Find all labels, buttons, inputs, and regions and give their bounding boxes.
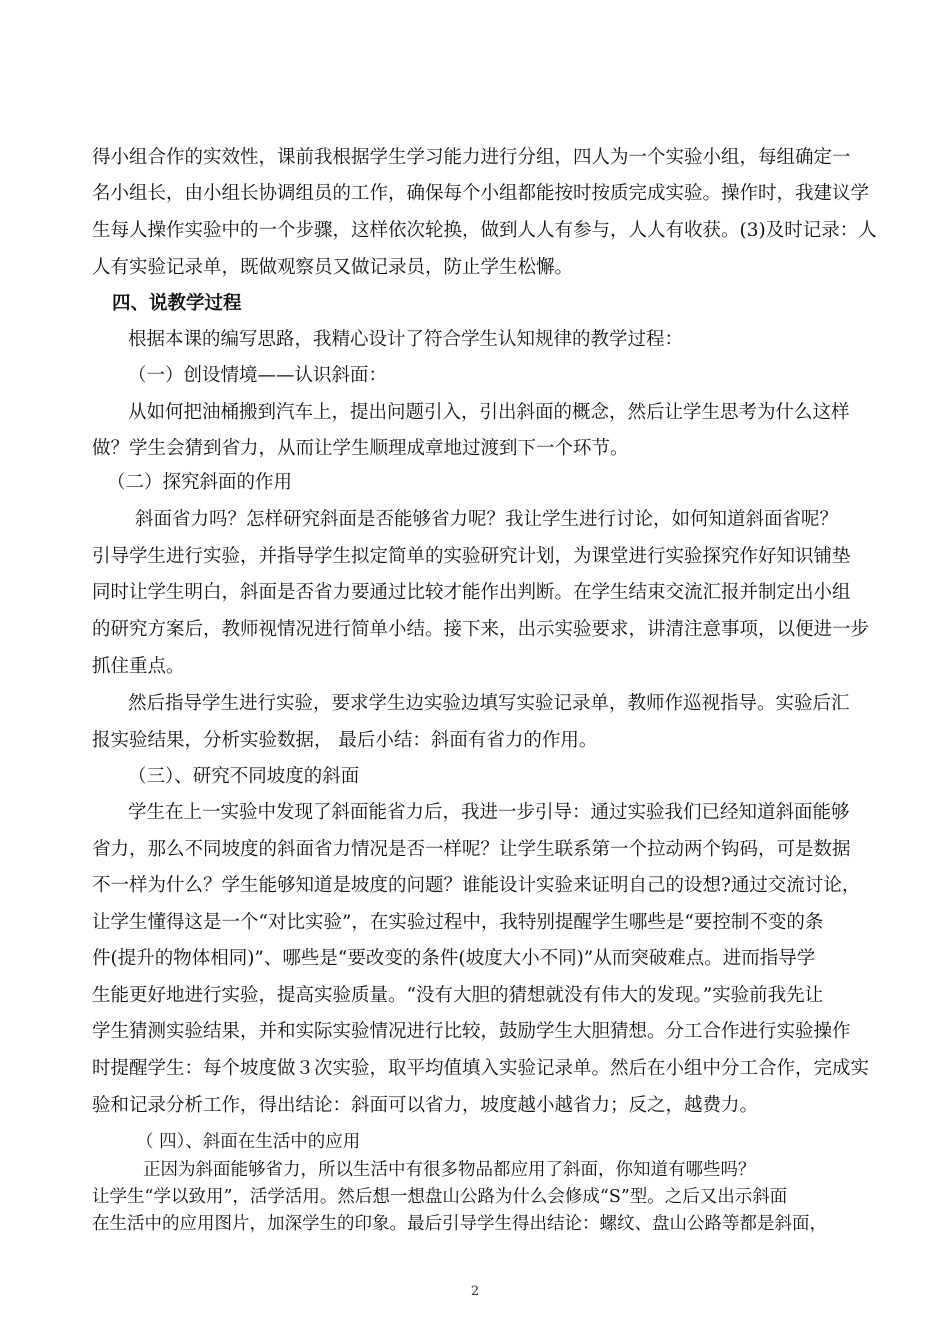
paragraph-line: 报实验结果，分析实验数据， 最后小结：斜面有省力的作用。 — [92, 730, 598, 751]
subsection-heading: （一）创设情境——认识斜面： — [128, 365, 388, 386]
paragraph-line: 做？学生会猜到省力，从而让学生顺理成章地过渡到下一个环节。 — [92, 438, 629, 459]
paragraph-line: 名小组长，由小组长协调组员的工作，确保每个小组都能按时按质完成实验。操作时，我建议学 — [92, 183, 870, 204]
paragraph-line: 同时让学生明白，斜面是否省力要通过比较才能作出判断。在学生结束交流汇报并制定出小组 — [92, 582, 851, 603]
paragraph-line: 在生活中的应用图片，加深学生的印象。最后引导学生得出结论：螺纹、盘山公路等都是斜面， — [92, 1214, 827, 1234]
paragraph-line: 学生猜测实验结果，并和实际实验情况进行比较，鼓励学生大胆猜想。分工合作进行实验操作 — [92, 1021, 851, 1042]
subsection-heading: （三）、研究不同坡度的斜面 — [128, 766, 360, 787]
paragraph-line: 得小组合作的实效性，课前我根据学生学习能力进行分组，四人为一个实验小组，每组确定一 — [92, 147, 851, 168]
paragraph-line: 引导学生进行实验，并指导学生拟定简单的实验研究计划，为课堂进行实验探究作好知识铺垫 — [92, 546, 851, 567]
paragraph-line: 生每人操作实验中的一个步骤，这样依次轮换，做到人人有参与，人人有收获。(3)及时记录：人 — [92, 220, 877, 241]
page-number: 2 — [470, 1284, 480, 1299]
paragraph-line: 生能更好地进行实验，提高实验质量。“没有大胆的猜想就没有伟大的发现。”实验前我先让 — [92, 985, 824, 1006]
paragraph-line: 斜面省力吗？怎样研究斜面是否能够省力呢？我让学生进行讨论，如何知道斜面省呢？ — [135, 509, 839, 530]
paragraph-line: 人有实验记录单，既做观察员又做记录员，防止学生松懈。 — [92, 257, 574, 278]
paragraph-line: 验和记录分析工作，得出结论：斜面可以省力，坡度越小越省力；反之，越费力。 — [92, 1095, 759, 1116]
paragraph-line: 省力，那么不同坡度的斜面省力情况是否一样呢？让学生联系第一个拉动两个钩码，可是数据 — [92, 839, 851, 860]
subsection-heading: （二）探究斜面的作用 — [107, 472, 293, 493]
paragraph-line: 从如何把油桶搬到汽车上，提出问题引入，引出斜面的概念，然后让学生思考为什么这样 — [128, 402, 850, 423]
paragraph-line: 让学生“学以致用”，活学活用。然后想一想盘山公路为什么会修成“S”型。之后又出示斜面 — [92, 1187, 788, 1207]
paragraph-line: 然后指导学生进行实验，要求学生边实验边填写实验记录单，教师作巡视指导。实验后汇 — [128, 693, 850, 714]
paragraph-line: 时提醒学生：每个坡度做３次实验，取平均值填入实验记录单。然后在小组中分工合作，完成实 — [92, 1058, 870, 1079]
subsection-heading: （ 四）、斜面在生活中的应用 — [136, 1132, 361, 1152]
paragraph-line: 根据本课的编写思路，我精心设计了符合学生认知规律的教学过程： — [128, 329, 684, 350]
paragraph-line: 抓住重点。 — [92, 656, 185, 677]
paragraph-line: 正因为斜面能够省力，所以生活中有很多物品都应用了斜面，你知道有哪些吗？ — [143, 1160, 756, 1180]
paragraph-line: 让学生懂得这是一个“对比实验”，在实验过程中，我特别提醒学生哪些是“要控制不变的条 — [92, 912, 824, 933]
section-heading: 四、说教学过程 — [112, 293, 242, 314]
paragraph-line: 不一样为什么？学生能够知道是坡度的问题？谁能设计实验来证明自己的设想?通过交流讨论， — [92, 875, 861, 896]
paragraph-line: 件(提升的物体相同)”、哪些是“要改变的条件(坡度大小不同)”从而突破难点。进而指导学 — [92, 948, 816, 969]
paragraph-line: 的研究方案后，教师视情况进行简单小结。接下来，出示实验要求，讲清注意事项，以便进一步 — [92, 619, 870, 640]
paragraph-line: 学生在上一实验中发现了斜面能省力后，我进一步引导：通过实验我们已经知道斜面能够 — [128, 802, 850, 823]
